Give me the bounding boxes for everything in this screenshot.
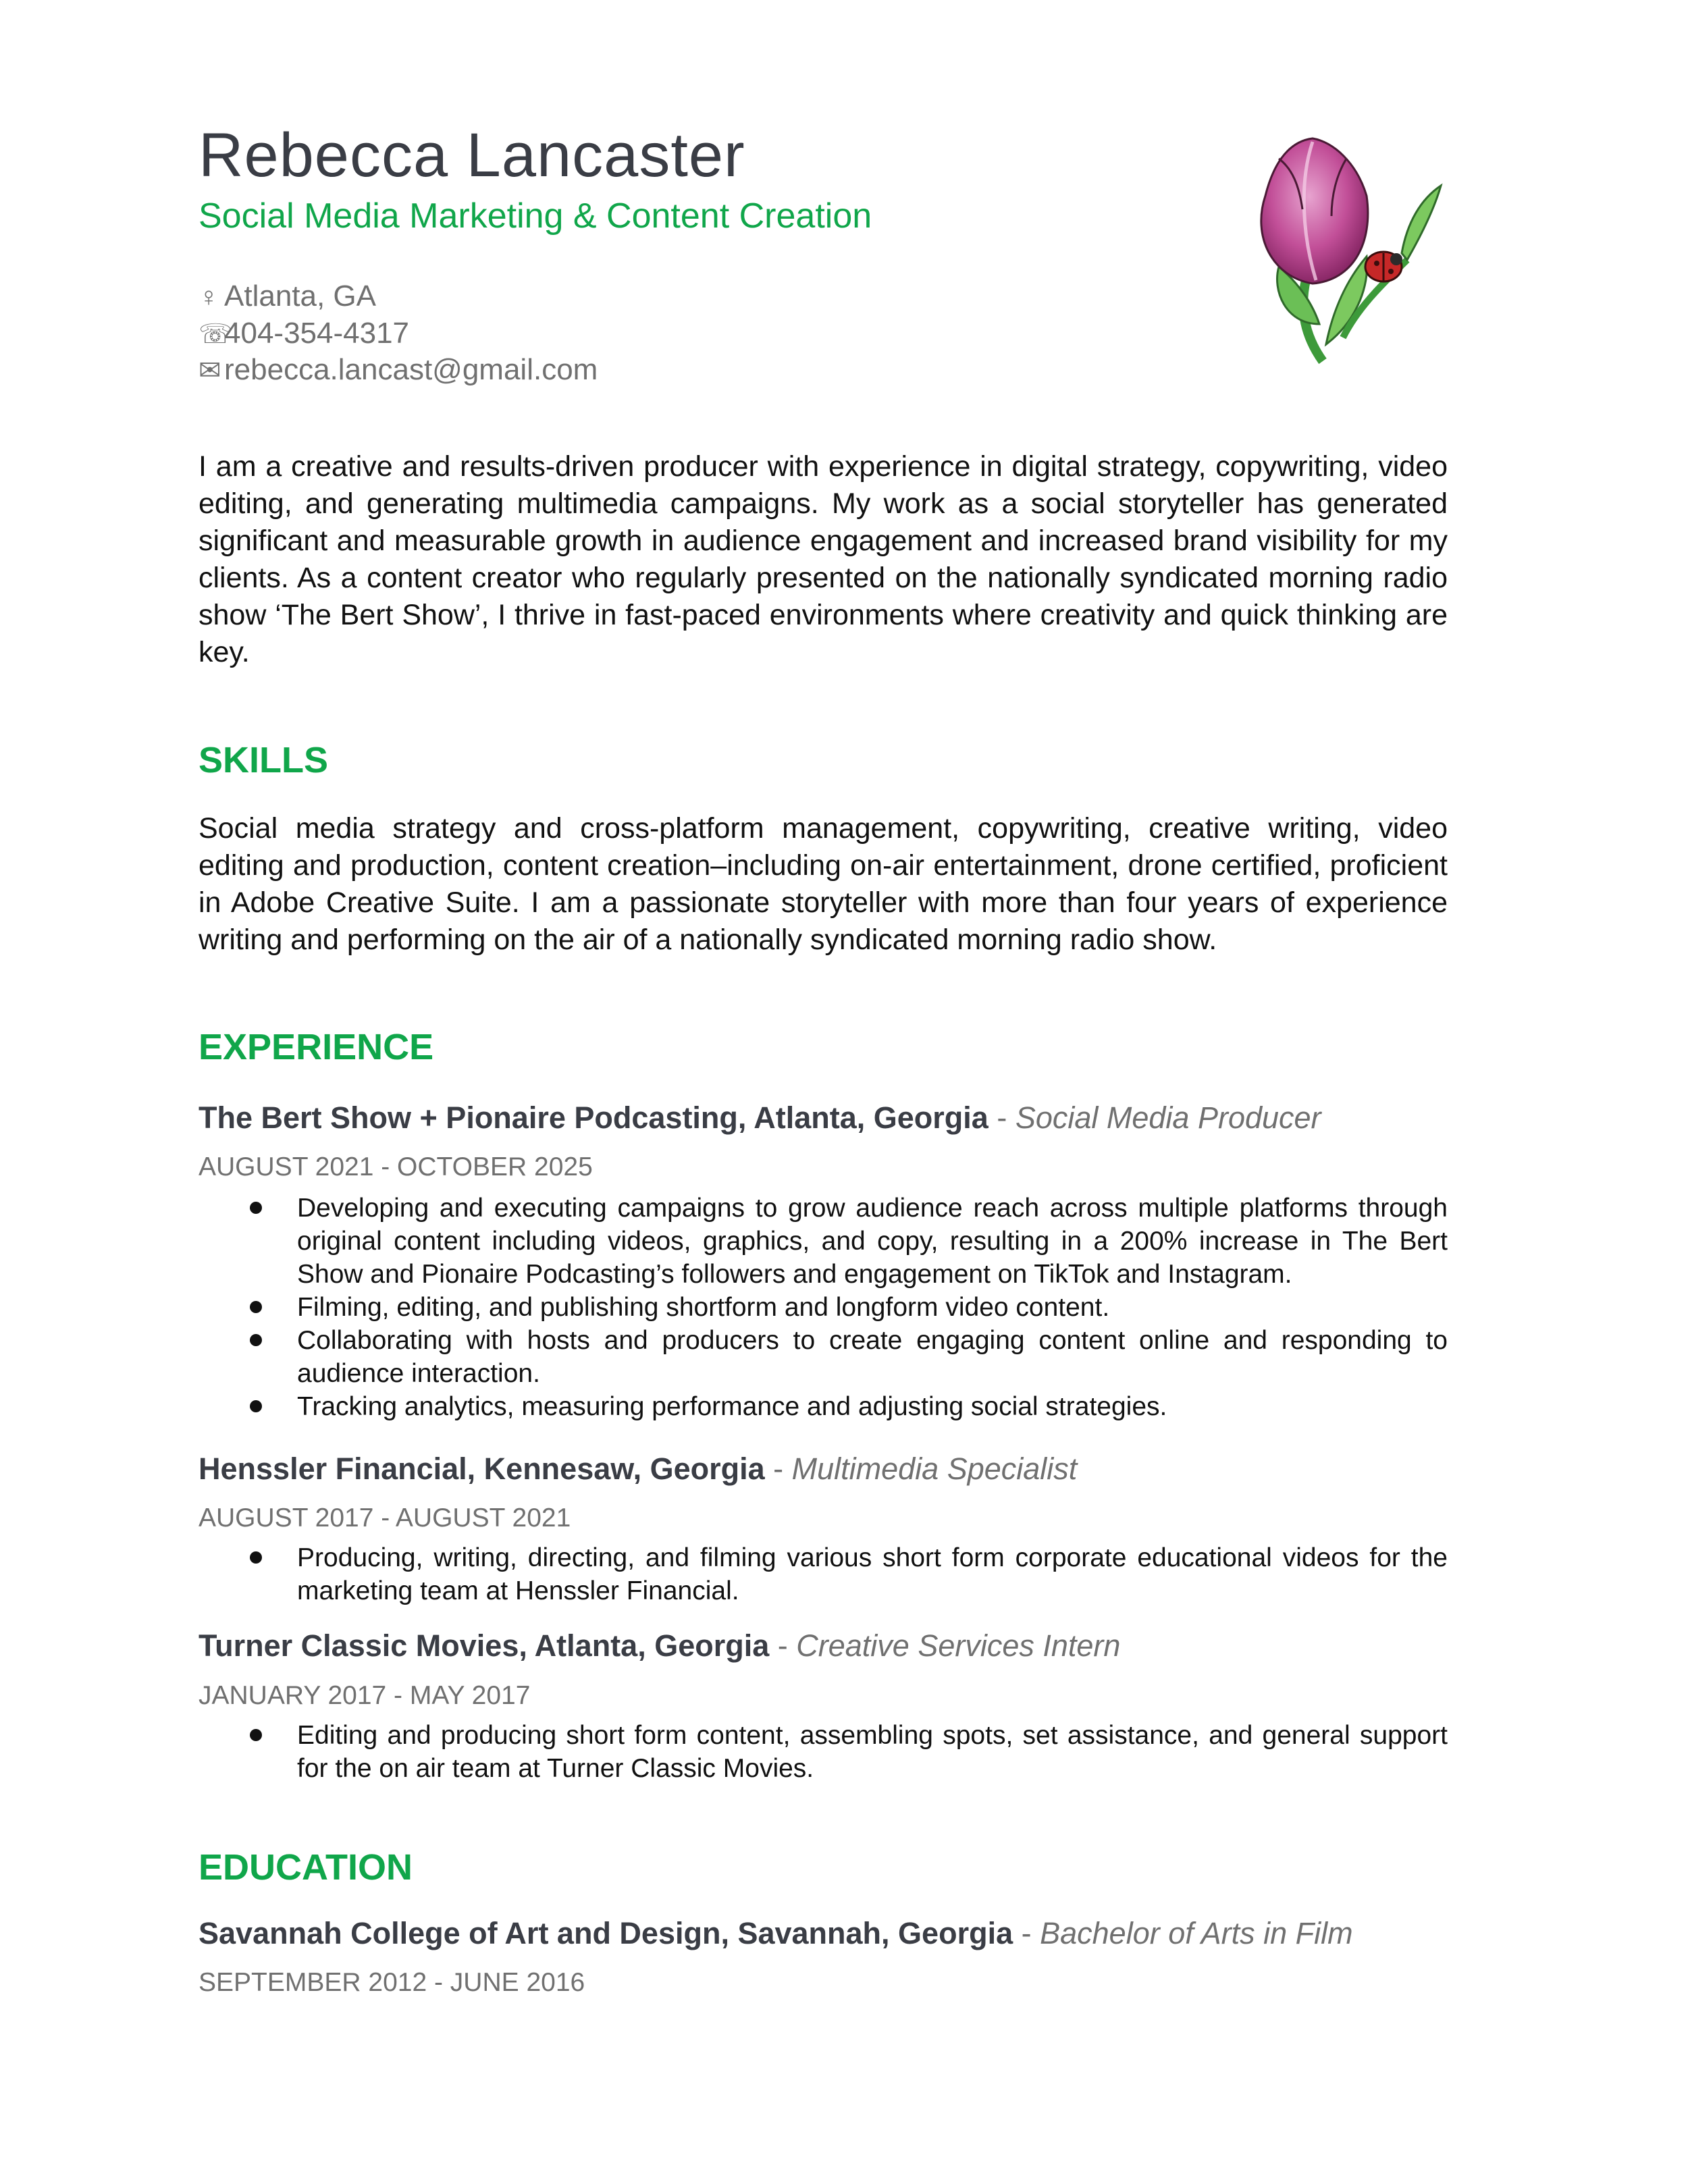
bullet-item — [250, 1541, 1448, 1607]
location-pin-icon: ♀ — [199, 282, 219, 312]
job-dates: AUGUST 2021 - OCTOBER 2025 — [199, 1152, 593, 1181]
bullet-text: Filming, editing, and publishing shortform and longform video content. — [297, 1293, 1110, 1322]
contact-email — [199, 353, 598, 387]
job-organization: Henssler Financial, Kennesaw, Georgia — [199, 1451, 765, 1486]
bullet-item — [250, 1291, 1448, 1324]
job-role: Multimedia Specialist — [791, 1451, 1078, 1486]
bullet-dot — [250, 1400, 262, 1412]
job-organization: The Bert Show + Pionaire Podcasting, Atlanta, Georgia — [199, 1100, 988, 1135]
education-dates: SEPTEMBER 2012 - JUNE 2016 — [199, 1968, 585, 1997]
skills-paragraph: Social media strategy and cross-platform management, copywriting, creative writing, video editing and production, content creation–including on-air entertainment, drone certified, proficient in Adobe Creative Suite. I am a passionate storyteller with more than four years of experience writing and performing on the air of a nationally syndicated morning radio show. — [199, 812, 1448, 956]
contact-phone — [199, 317, 409, 350]
bullet-dot — [250, 1334, 262, 1346]
job-heading — [199, 1100, 1321, 1136]
education-separator: - — [1013, 1916, 1040, 1950]
job-heading — [199, 1628, 1120, 1663]
phone-text: 404-354-4317 — [224, 317, 410, 350]
bullet-text: Tracking analytics, measuring performance and adjusting social strategies. — [297, 1392, 1167, 1421]
job-heading — [199, 1451, 1077, 1487]
bullet-text: Collaborating with hosts and producers to create engaging content online and responding to audience interaction. — [297, 1326, 1448, 1388]
bullet-text: Producing, writing, directing, and filming various short form corporate educational videos for the marketing team at Henssler Financial. — [297, 1543, 1448, 1605]
experience-heading: EXPERIENCE — [199, 1027, 434, 1067]
job-dates: AUGUST 2017 - AUGUST 2021 — [199, 1503, 571, 1533]
job-role: Social Media Producer — [1015, 1100, 1321, 1135]
bullet-dot — [250, 1202, 262, 1214]
job-separator: - — [769, 1628, 797, 1663]
contact-location — [199, 279, 376, 313]
envelope-icon: ✉ — [199, 356, 221, 385]
bullet-dot — [250, 1551, 262, 1564]
job-organization: Turner Classic Movies, Atlanta, Georgia — [199, 1628, 770, 1663]
bullet-item — [250, 1719, 1448, 1785]
bullet-text: Editing and producing short form content, assembling spots, set assistance, and general support for the on air team at Turner Classic Movies. — [297, 1721, 1448, 1783]
education-heading-line — [199, 1916, 1353, 1951]
bullet-text: Developing and executing campaigns to grow audience reach across multiple platforms through original content including videos, graphics, and copy, resulting in a 200% increase in The Bert Show and Pionaire Podcasting’s followers and engagement on TikTok and Instagram. — [297, 1194, 1448, 1289]
location-text: Atlanta, GA — [224, 279, 377, 313]
school-name: Savannah College of Art and Design, Savannah, Georgia — [199, 1916, 1013, 1950]
tulip-illustration — [1205, 122, 1448, 371]
education-heading: EDUCATION — [199, 1847, 413, 1888]
skills-heading: SKILLS — [199, 740, 329, 780]
job-role: Creative Services Intern — [796, 1628, 1121, 1663]
bullet-item — [250, 1324, 1448, 1390]
job-separator: - — [764, 1451, 792, 1486]
job-bullet-list — [250, 1541, 1448, 1607]
bullet-dot — [250, 1729, 262, 1741]
email-text: rebecca.lancast@gmail.com — [224, 353, 598, 386]
resume-subtitle: Social Media Marketing & Content Creation — [199, 196, 872, 236]
summary-paragraph: I am a creative and results-driven producer with experience in digital strategy, copywriting, video editing, and generating multimedia campaigns. My work as a social storyteller has generated significant and measurable growth in audience engagement and increased brand visibility for my clients. As a content creator who regularly presented on the nationally syndicated morning radio show ‘The Bert Show’, I thrive in fast-paced environments where creativity and quick thinking are key. — [199, 450, 1448, 668]
job-bullet-list — [250, 1719, 1448, 1785]
job-bullet-list — [250, 1192, 1448, 1423]
phone-icon: ☏ — [199, 319, 233, 349]
job-dates: JANUARY 2017 - MAY 2017 — [199, 1681, 531, 1710]
bullet-dot — [250, 1301, 262, 1313]
bullet-item — [250, 1390, 1448, 1423]
degree-name: Bachelor of Arts in Film — [1040, 1916, 1353, 1950]
resume-name: Rebecca Lancaster — [199, 121, 745, 190]
bullet-item — [250, 1192, 1448, 1291]
job-separator: - — [988, 1100, 1016, 1135]
